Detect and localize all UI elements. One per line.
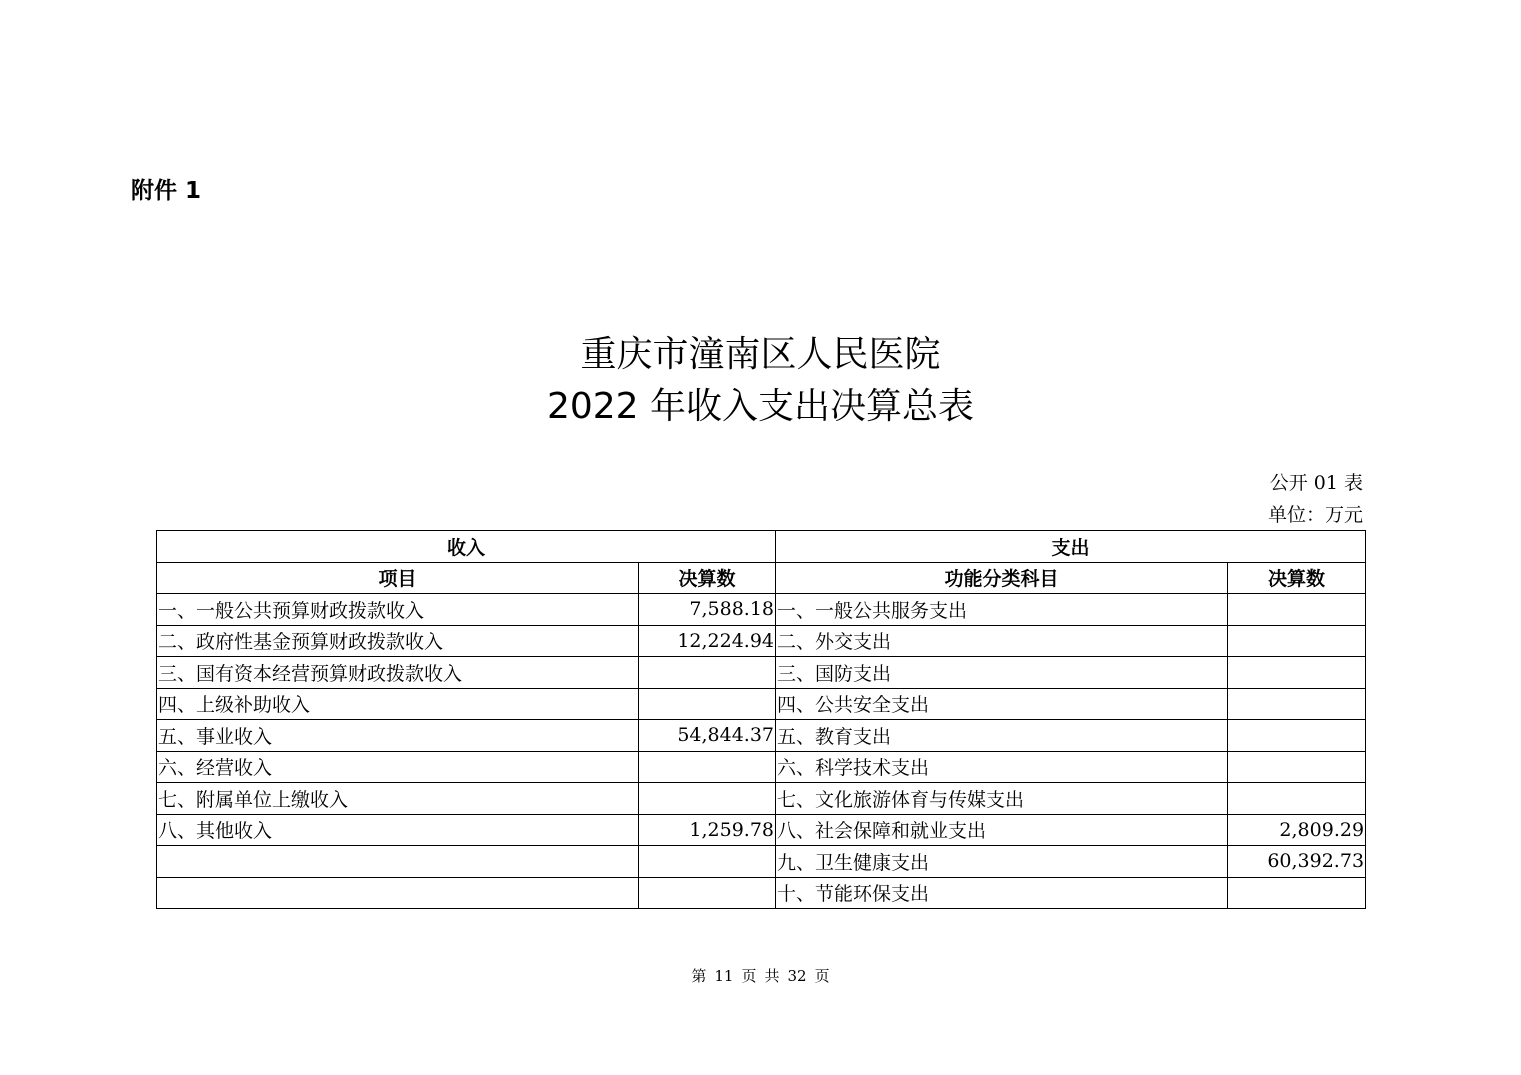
attachment-label: 附件 1: [131, 178, 202, 204]
table-column-header-row: [157, 562, 1366, 594]
col-header-expense-amount: 决算数: [1228, 562, 1366, 594]
expense-amount: 2,809.29: [1228, 814, 1366, 846]
income-expense-table: [156, 530, 1366, 909]
col-header-income-amount: 决算数: [639, 562, 776, 594]
income-amount: [639, 877, 776, 909]
expense-amount: [1228, 877, 1366, 909]
income-item: [157, 846, 639, 878]
expense-item: 九、卫生健康支出: [776, 846, 1228, 878]
income-item: 五、事业收入: [157, 720, 639, 752]
expense-item: 五、教育支出: [776, 720, 1228, 752]
expense-group-header: 支出: [776, 531, 1366, 563]
expense-item: 八、社会保障和就业支出: [776, 814, 1228, 846]
expense-item: 七、文化旅游体育与传媒支出: [776, 783, 1228, 815]
income-item: [157, 877, 639, 909]
footer-total-pages: 32: [787, 967, 807, 985]
income-amount: [639, 657, 776, 689]
expense-item: 十、节能环保支出: [776, 877, 1228, 909]
income-amount: [639, 688, 776, 720]
table-row: [157, 688, 1366, 720]
table-row: [157, 783, 1366, 815]
income-item: 三、国有资本经营预算财政拨款收入: [157, 657, 639, 689]
income-item: 二、政府性基金预算财政拨款收入: [157, 625, 639, 657]
page-title-organization: 重庆市潼南区人民医院: [580, 334, 941, 375]
income-amount: [639, 751, 776, 783]
table-row: [157, 657, 1366, 689]
expense-amount: [1228, 783, 1366, 815]
income-item: 四、上级补助收入: [157, 688, 639, 720]
expense-amount: [1228, 688, 1366, 720]
footer-current-page: 11: [714, 967, 734, 985]
income-amount: 7,588.18: [639, 594, 776, 626]
footer-total-suffix: 页: [814, 967, 830, 985]
expense-amount: [1228, 657, 1366, 689]
form-number: 公开 01 表: [1269, 472, 1363, 494]
unit-label: 单位：万元: [1267, 504, 1363, 526]
expense-item: 二、外交支出: [776, 625, 1228, 657]
income-amount: 12,224.94: [639, 625, 776, 657]
table-row: [157, 594, 1366, 626]
page-title-report: 2022 年收入支出决算总表: [546, 386, 975, 427]
col-header-function: 功能分类科目: [776, 562, 1228, 594]
income-group-header: 收入: [157, 531, 776, 563]
income-item: 八、其他收入: [157, 814, 639, 846]
income-amount: 54,844.37: [639, 720, 776, 752]
col-header-item: 项目: [157, 562, 639, 594]
table-row: [157, 846, 1366, 878]
table-row: [157, 751, 1366, 783]
footer-page-word: 页: [741, 967, 757, 985]
expense-amount: [1228, 594, 1366, 626]
footer-total-prefix: 共: [764, 967, 780, 985]
income-item: 七、附属单位上缴收入: [157, 783, 639, 815]
table-group-header-row: [157, 531, 1366, 563]
expense-item: 三、国防支出: [776, 657, 1228, 689]
expense-amount: 60,392.73: [1228, 846, 1366, 878]
income-item: 一、一般公共预算财政拨款收入: [157, 594, 639, 626]
expense-item: 六、科学技术支出: [776, 751, 1228, 783]
expense-item: 四、公共安全支出: [776, 688, 1228, 720]
income-amount: [639, 783, 776, 815]
table-row: [157, 625, 1366, 657]
income-item: 六、经营收入: [157, 751, 639, 783]
table-row: [157, 720, 1366, 752]
expense-amount: [1228, 720, 1366, 752]
table-row: [157, 877, 1366, 909]
expense-amount: [1228, 751, 1366, 783]
income-amount: 1,259.78: [639, 814, 776, 846]
income-amount: [639, 846, 776, 878]
table-row: [157, 814, 1366, 846]
page-footer: [0, 965, 1521, 987]
footer-page-prefix: 第: [691, 967, 707, 985]
expense-item: 一、一般公共服务支出: [776, 594, 1228, 626]
expense-amount: [1228, 625, 1366, 657]
